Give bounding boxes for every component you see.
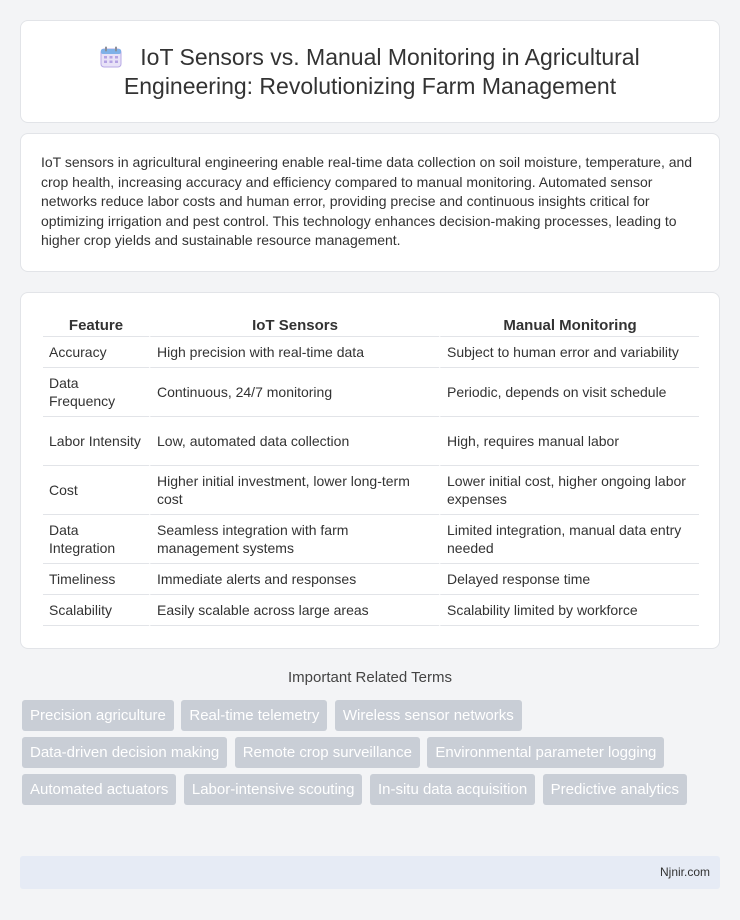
footer	[20, 856, 720, 889]
table-row	[43, 466, 699, 515]
table-row	[43, 595, 699, 626]
iot-cell: Low, automated data collection	[149, 417, 439, 466]
intro-card	[20, 133, 720, 272]
manual-cell: Limited integration, manual data entry needed	[439, 515, 699, 564]
iot-cell: Easily scalable across large areas	[149, 595, 439, 626]
related-terms-title: Important Related Terms	[288, 669, 452, 686]
feature-cell: Accuracy	[43, 337, 149, 368]
manual-cell: Periodic, depends on visit schedule	[439, 368, 699, 417]
comparison-table	[43, 315, 699, 626]
table-row	[43, 337, 699, 368]
term-tag[interactable]: Wireless sensor networks	[335, 700, 522, 731]
iot-cell: High precision with real-time data	[149, 337, 439, 368]
manual-cell: Scalability limited by workforce	[439, 595, 699, 626]
term-tag[interactable]: Environmental parameter logging	[427, 737, 664, 768]
header-iot-sensors: IoT Sensors	[149, 315, 439, 337]
feature-cell: Cost	[43, 466, 149, 515]
footer-site-link[interactable]: Njnir.com	[659, 865, 710, 879]
header-manual-monitoring: Manual Monitoring	[439, 315, 699, 337]
table-row	[43, 515, 699, 564]
header-feature: Feature	[43, 315, 149, 337]
table-row	[43, 417, 699, 466]
term-tag[interactable]: Precision agriculture	[22, 700, 174, 731]
iot-cell: Higher initial investment, lower long-term cost	[149, 466, 439, 515]
table-row	[43, 564, 699, 595]
title-card	[20, 20, 720, 123]
page-title: IoT Sensors vs. Manual Monitoring in Agricultural Engineering: Revolutionizing Farm Management	[21, 43, 719, 101]
feature-cell: Data Integration	[43, 515, 149, 564]
related-terms-list	[22, 700, 712, 811]
intro-paragraph: IoT sensors in agricultural engineering enable real-time data collection on soil moisture, temperature, and crop health, increasing accuracy and efficiency compared to manual monitoring. Automated sensor networks reduce labor costs and human error, providing precise and continuous insights critical for optimizing irrigation and pest control. This technology enhances decision-making processes, leading to higher crop yields and sustainable resource management.	[41, 154, 693, 248]
term-tag[interactable]: Real-time telemetry	[181, 700, 327, 731]
table-row	[43, 368, 699, 417]
iot-cell: Immediate alerts and responses	[149, 564, 439, 595]
feature-cell: Timeliness	[43, 564, 149, 595]
term-tag[interactable]: Remote crop surveillance	[235, 737, 420, 768]
term-tag[interactable]: Labor-intensive scouting	[184, 774, 363, 805]
manual-cell: Subject to human error and variability	[439, 337, 699, 368]
table-header-row	[43, 315, 699, 337]
term-tag[interactable]: Predictive analytics	[543, 774, 687, 805]
feature-cell: Scalability	[43, 595, 149, 626]
term-tag[interactable]: In-situ data acquisition	[370, 774, 535, 805]
term-tag[interactable]: Automated actuators	[22, 774, 176, 805]
manual-cell: Lower initial cost, higher ongoing labor expenses	[439, 466, 699, 515]
feature-cell: Data Frequency	[43, 368, 149, 417]
iot-cell: Continuous, 24/7 monitoring	[149, 368, 439, 417]
term-tag[interactable]: Data-driven decision making	[22, 737, 227, 768]
manual-cell: Delayed response time	[439, 564, 699, 595]
iot-cell: Seamless integration with farm management systems	[149, 515, 439, 564]
feature-cell: Labor Intensity	[43, 417, 149, 466]
calendar-icon	[100, 46, 122, 68]
manual-cell: High, requires manual labor	[439, 417, 699, 466]
comparison-card	[20, 292, 720, 649]
